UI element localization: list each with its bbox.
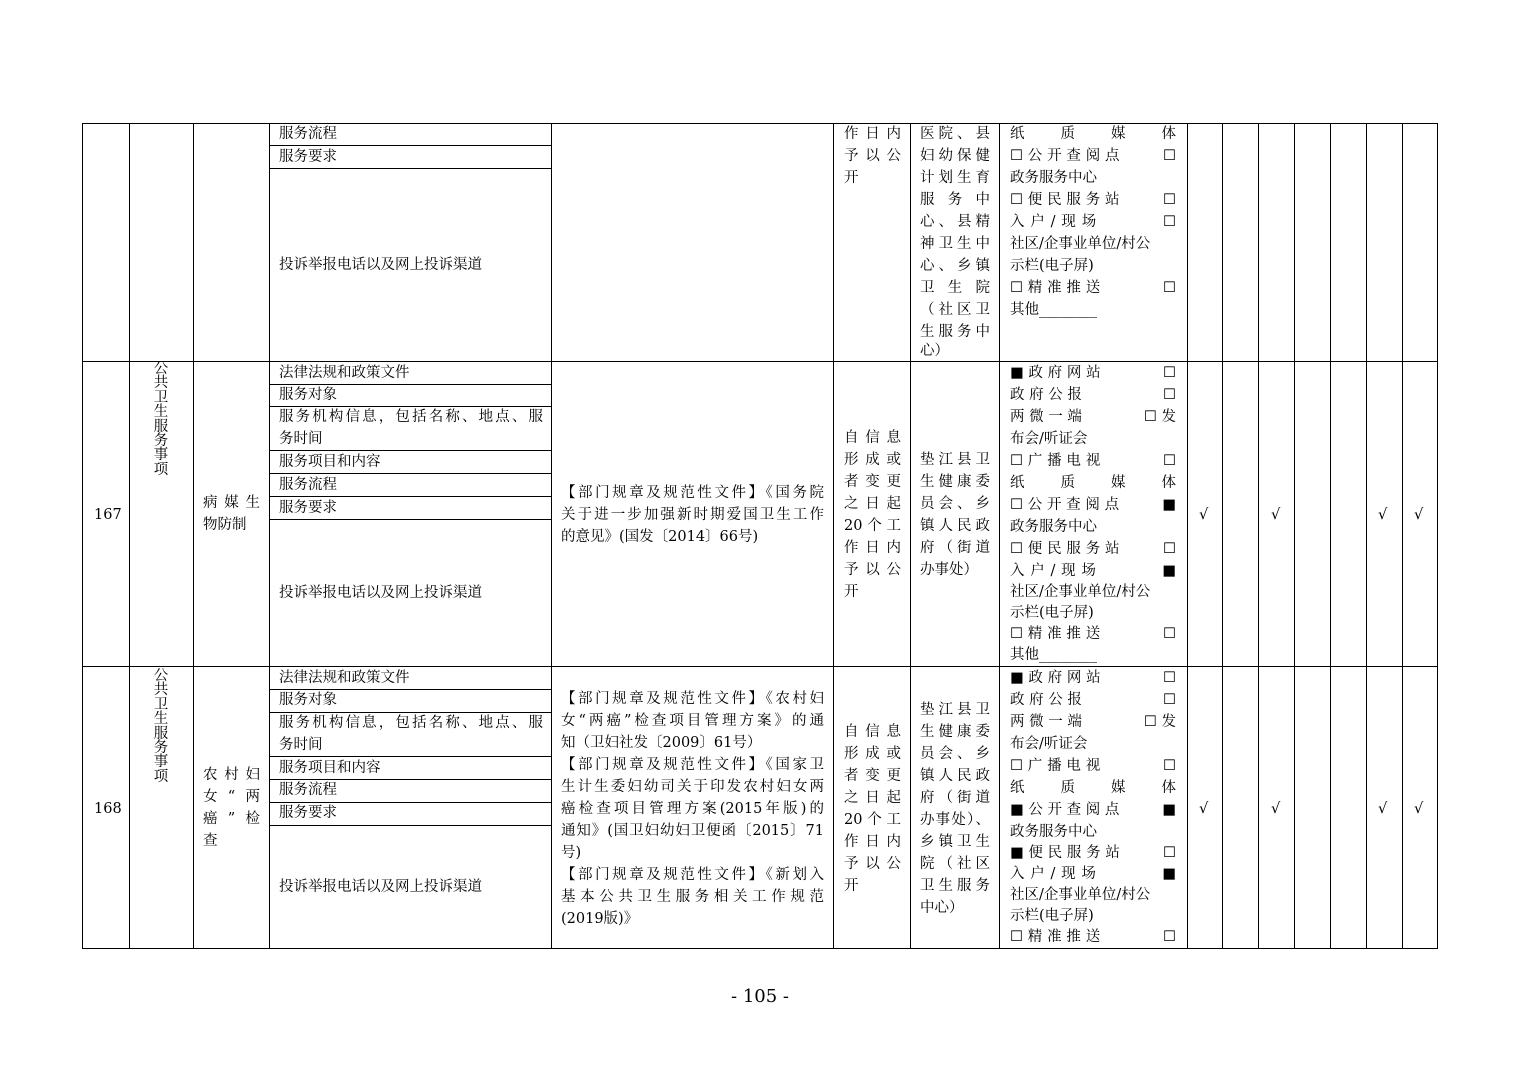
- item-process: 服务流程: [279, 477, 337, 493]
- channel-line: 入户/现场 ■: [1010, 866, 1176, 882]
- dept-line: 员会、乡: [920, 496, 990, 512]
- dept-line: 卫生服务: [920, 878, 990, 894]
- time-line: 自信息: [844, 724, 901, 740]
- item-process: 服务流程: [279, 782, 337, 798]
- time-line: 开: [844, 170, 859, 186]
- basis-line: 女“两癌”检查项目管理方案》的通: [561, 713, 824, 729]
- item-law: 法律法规和政策文件: [279, 365, 410, 381]
- check-mark: √: [1199, 801, 1209, 817]
- time-line: 予以公: [844, 148, 901, 164]
- item-name-line: 癌”检: [203, 811, 260, 827]
- dept-line: 生健康委: [920, 724, 990, 740]
- item-name-line: 物防制: [203, 517, 247, 533]
- dept-line: 办事处）: [920, 562, 978, 578]
- dept-line: 卫生院: [920, 280, 990, 296]
- dept-line: 中心）: [920, 900, 964, 916]
- time-line: 者变更: [844, 768, 901, 784]
- dept-line: 心）: [920, 343, 949, 359]
- table-border-bottom: [82, 948, 1438, 949]
- col-line: [1222, 123, 1223, 949]
- channel-line: ☐精准推送 ☐: [1010, 626, 1176, 642]
- col-line: [1330, 123, 1331, 949]
- basis-line: 号): [561, 845, 582, 861]
- item-org: 务时间: [279, 431, 323, 447]
- channel-line: 入户/现场 ☐: [1010, 214, 1176, 230]
- row-number: 168: [94, 801, 122, 817]
- item-complaint: 投诉举报电话以及网上投诉渠道: [279, 879, 482, 895]
- channel-line: ☐广播电视 ☐: [1010, 758, 1176, 774]
- basis-line: 知（卫妇社发〔2009〕61号）: [561, 735, 762, 751]
- check-mark: √: [1271, 801, 1281, 817]
- item-org: 务时间: [279, 737, 323, 753]
- channel-line: ■公开查阅点 ■: [1010, 802, 1176, 818]
- item-target: 服务对象: [279, 387, 337, 403]
- page-number: - 105 -: [731, 986, 789, 1007]
- basis-line: 通知》(国卫妇幼妇卫便函〔2015〕71: [561, 823, 824, 839]
- dept-line: 生服务中: [920, 324, 990, 340]
- disclosure-table: [82, 123, 1438, 949]
- dept-line: 办事处）、: [920, 812, 990, 828]
- time-line: 作日内: [844, 540, 901, 556]
- subrow-line: [269, 825, 551, 826]
- channel-line: 政府公报 ☐: [1010, 387, 1176, 403]
- item-name-line: 查: [203, 833, 218, 849]
- basis-line: 癌检查项目管理方案(2015年版)的: [561, 801, 824, 817]
- basis-line: (2019版)》: [561, 911, 639, 927]
- item-complaint: 投诉举报电话以及网上投诉渠道: [279, 257, 482, 273]
- channel-line: ■便民服务站 ☐: [1010, 845, 1176, 861]
- col-line: [129, 123, 130, 949]
- item-name-line: 农村妇: [203, 767, 260, 783]
- col-line: [833, 123, 834, 949]
- item-name-line: 女“两: [203, 789, 260, 805]
- channel-line: 两微一端 ☐发: [1010, 714, 1176, 730]
- channel-line: 纸 质 媒 体: [1010, 780, 1176, 796]
- channel-line: 政务服务中心: [1010, 170, 1097, 186]
- channel-line: ☐广播电视 ☐: [1010, 453, 1176, 469]
- basis-line: 【部门规章及规范性文件】《国家卫: [561, 757, 824, 773]
- check-mark: √: [1378, 507, 1388, 523]
- table-border-right: [1437, 123, 1438, 949]
- item-requirement: 服务要求: [279, 149, 337, 165]
- item-content: 服务项目和内容: [279, 760, 381, 776]
- item-org: 服务机构信息，包括名称、地点、服: [279, 409, 543, 425]
- item-law: 法律法规和政策文件: [279, 670, 410, 686]
- dept-line: 垫江县卫: [920, 452, 990, 468]
- col-line: [1187, 123, 1188, 949]
- channel-line: ☐精准推送 ☐: [1010, 929, 1176, 945]
- time-line: 作日内: [844, 834, 901, 850]
- check-mark: √: [1199, 507, 1209, 523]
- time-line: 形成或: [844, 746, 901, 762]
- time-line: 开: [844, 878, 859, 894]
- col-line: [910, 123, 911, 949]
- col-line: [193, 123, 194, 949]
- channel-line: ☐公开查阅点 ☐: [1010, 148, 1176, 164]
- time-line: 之日起: [844, 496, 901, 512]
- dept-line: 府（街道: [920, 790, 990, 806]
- dept-line: 员会、乡: [920, 746, 990, 762]
- item-requirement: 服务要求: [279, 500, 337, 516]
- dept-line: 计划生育: [920, 170, 990, 186]
- time-line: 者变更: [844, 474, 901, 490]
- dept-line: 妇幼保健: [920, 148, 990, 164]
- channel-line: 社区/企事业单位/村公: [1010, 236, 1151, 252]
- channel-line: 社区/企事业单位/村公: [1010, 584, 1151, 600]
- basis-line: 生计生委妇幼司关于印发农村妇女两: [561, 779, 824, 795]
- channel-line: 入户/现场 ■: [1010, 563, 1176, 579]
- channel-line: 社区/企事业单位/村公: [1010, 887, 1151, 903]
- channel-line: ☐精准推送 ☐: [1010, 280, 1176, 296]
- basis-line: 【部门规章及规范性文件】《农村妇: [561, 691, 824, 707]
- dept-line: 垫江县卫: [920, 702, 990, 718]
- check-mark: √: [1414, 507, 1424, 523]
- basis-line: 【部门规章及规范性文件】《国务院: [561, 485, 824, 501]
- check-mark: √: [1414, 801, 1424, 817]
- channel-line: ☐公开查阅点 ■: [1010, 497, 1176, 513]
- channel-line: 示栏(电子屏): [1010, 908, 1094, 924]
- item-process: 服务流程: [279, 126, 337, 142]
- channel-line: 其他________: [1010, 302, 1097, 318]
- item-complaint: 投诉举报电话以及网上投诉渠道: [279, 585, 482, 601]
- time-line: 自信息: [844, 430, 901, 446]
- basis-line: 的意见》(国发〔2014〕66号): [561, 529, 759, 545]
- dept-line: 服务中: [920, 192, 990, 208]
- dept-line: 医院、县: [920, 126, 990, 142]
- item-requirement: 服务要求: [279, 805, 337, 821]
- channel-line: ■政府网站 ☐: [1010, 365, 1176, 381]
- channel-line: 政务服务中心: [1010, 519, 1097, 535]
- row-category: 公共卫生服务事项: [153, 668, 169, 785]
- time-line: 予以公: [844, 856, 901, 872]
- channel-line: 示栏(电子屏): [1010, 258, 1094, 274]
- row-separator: [82, 666, 1438, 667]
- check-mark: √: [1271, 507, 1281, 523]
- basis-line: 关于进一步加强新时期爱国卫生工作: [561, 507, 824, 523]
- channel-line: 政府公报 ☐: [1010, 692, 1176, 708]
- channel-line: 布会/听证会: [1010, 736, 1088, 752]
- time-line: 开: [844, 584, 859, 600]
- check-mark: √: [1378, 801, 1388, 817]
- item-target: 服务对象: [279, 692, 337, 708]
- col-line: [1366, 123, 1367, 949]
- dept-line: 镇人民政: [920, 518, 990, 534]
- time-line: 予以公: [844, 562, 901, 578]
- dept-line: 神卫生中: [920, 236, 990, 252]
- dept-line: 院（社区: [920, 856, 990, 872]
- channel-line: 纸 质 媒 体: [1010, 475, 1176, 491]
- col-line: [82, 123, 83, 949]
- dept-line: 心、县精: [920, 214, 990, 230]
- time-line: 之日起: [844, 790, 901, 806]
- channel-line: ☐便民服务站 ☐: [1010, 541, 1176, 557]
- basis-line: 【部门规章及规范性文件】《新划入: [561, 867, 824, 883]
- dept-line: 乡镇卫生: [920, 834, 990, 850]
- dept-line: （社区卫: [920, 302, 990, 318]
- col-line: [1294, 123, 1295, 949]
- row-separator: [82, 361, 1438, 362]
- dept-line: 心、乡镇: [920, 258, 990, 274]
- row-number: 167: [94, 507, 122, 523]
- time-line: 作日内: [844, 126, 901, 142]
- channel-line: 两微一端 ☐发: [1010, 409, 1176, 425]
- basis-line: 基本公共卫生服务相关工作规范: [561, 889, 824, 905]
- item-name-line: 病媒生: [203, 495, 260, 511]
- channel-line: ■政府网站 ☐: [1010, 670, 1176, 686]
- row-category: 公共卫生服务事项: [153, 361, 169, 478]
- channel-line: 布会/听证会: [1010, 431, 1088, 447]
- dept-line: 生健康委: [920, 474, 990, 490]
- item-content: 服务项目和内容: [279, 454, 381, 470]
- time-line: 20个工: [844, 518, 901, 534]
- channel-line: ☐便民服务站 ☐: [1010, 192, 1176, 208]
- col-line: [999, 123, 1000, 949]
- dept-line: 府（街道: [920, 540, 990, 556]
- col-line: [1258, 123, 1259, 949]
- col-line: [551, 123, 552, 949]
- channel-line: 政务服务中心: [1010, 824, 1097, 840]
- channel-line: 示栏(电子屏): [1010, 605, 1094, 621]
- dept-line: 镇人民政: [920, 768, 990, 784]
- time-line: 形成或: [844, 452, 901, 468]
- time-line: 20个工: [844, 812, 901, 828]
- channel-line: 其他________: [1010, 647, 1097, 663]
- col-line: [1402, 123, 1403, 949]
- channel-line: 纸 质 媒 体: [1010, 126, 1176, 142]
- item-org: 服务机构信息，包括名称、地点、服: [279, 715, 543, 731]
